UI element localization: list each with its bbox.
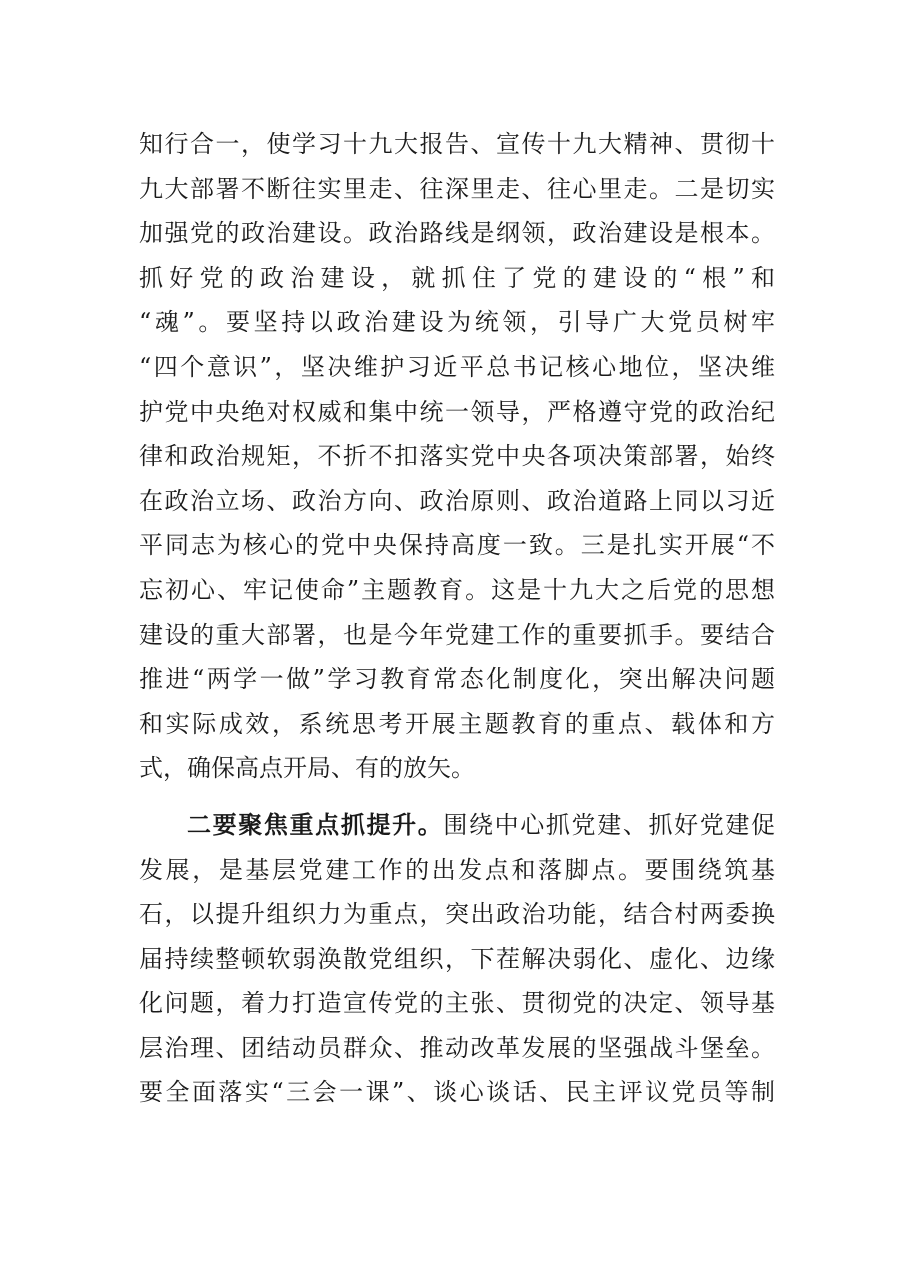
paragraph-line: 在政治立场、政治方向、政治原则、政治道路上同以习近 — [139, 486, 775, 515]
document-body — [139, 122, 775, 1115]
paragraph-line: 加强党的政治建设。政治路线是纲领，政治建设是根本。 — [139, 219, 775, 248]
paragraph-line: 知行合一，使学习十九大报告、宣传十九大精神、贯彻十 — [139, 130, 775, 158]
paragraph-line: 式，确保高点开局、有的放矢。 — [139, 754, 475, 783]
paragraph-line: 建设的重大部署，也是今年党建工作的重要抓手。要结合 — [139, 620, 775, 649]
paragraph-line: 石，以提升组织力为重点，突出政治功能，结合村两委换 — [139, 900, 775, 929]
paragraph-2 — [139, 803, 775, 1115]
paragraph-1 — [139, 122, 775, 791]
paragraph-line: 律和政治规矩，不折不扣落实党中央各项决策部署，始终 — [139, 442, 775, 471]
paragraph-line: 要全面落实“三会一课”、谈心谈话、民主评议党员等制 — [139, 1078, 775, 1107]
paragraph-line: 和实际成效，系统思考开展主题教育的重点、载体和方 — [139, 709, 775, 738]
paragraph-line: 届持续整顿软弱涣散党组织，下茬解决弱化、虚化、边缘 — [139, 944, 775, 973]
paragraph-line: 化问题，着力打造宣传党的主张、贯彻党的决定、领导基 — [139, 989, 775, 1018]
paragraph-line: 护党中央绝对权威和集中统一领导，严格遵守党的政治纪 — [139, 397, 775, 426]
paragraph-line: “四个意识”，坚决维护习近平总书记核心地位，坚决维 — [139, 352, 775, 381]
paragraph-heading: 二要聚焦重点抓提升。 — [187, 810, 444, 839]
paragraph-first-line-text: 围绕中心抓党建、抓好党建促 — [443, 810, 776, 839]
paragraph-line: 平同志为核心的党中央保持高度一致。三是扎实开展“不 — [139, 531, 775, 560]
paragraph-first-line — [139, 803, 775, 848]
paragraph-line: 抓好党的政治建设，就抓住了党的建设的“根”和 — [139, 263, 775, 292]
paragraph-line: 推进“两学一做”学习教育常态化制度化，突出解决问题 — [139, 665, 775, 694]
paragraph-line: 层治理、团结动员群众、推动改革发展的坚强战斗堡垒。 — [139, 1033, 775, 1062]
paragraph-line: 九大部署不断往实里走、往深里走、往心里走。二是切实 — [139, 174, 775, 203]
paragraph-line: 发展，是基层党建工作的出发点和落脚点。要围绕筑基 — [139, 855, 775, 884]
paragraph-line: “魂”。要坚持以政治建设为统领，引导广大党员树牢 — [139, 308, 775, 337]
paragraph-line: 忘初心、牢记使命”主题教育。这是十九大之后党的思想 — [139, 575, 775, 604]
paragraph-spacer — [139, 791, 775, 803]
